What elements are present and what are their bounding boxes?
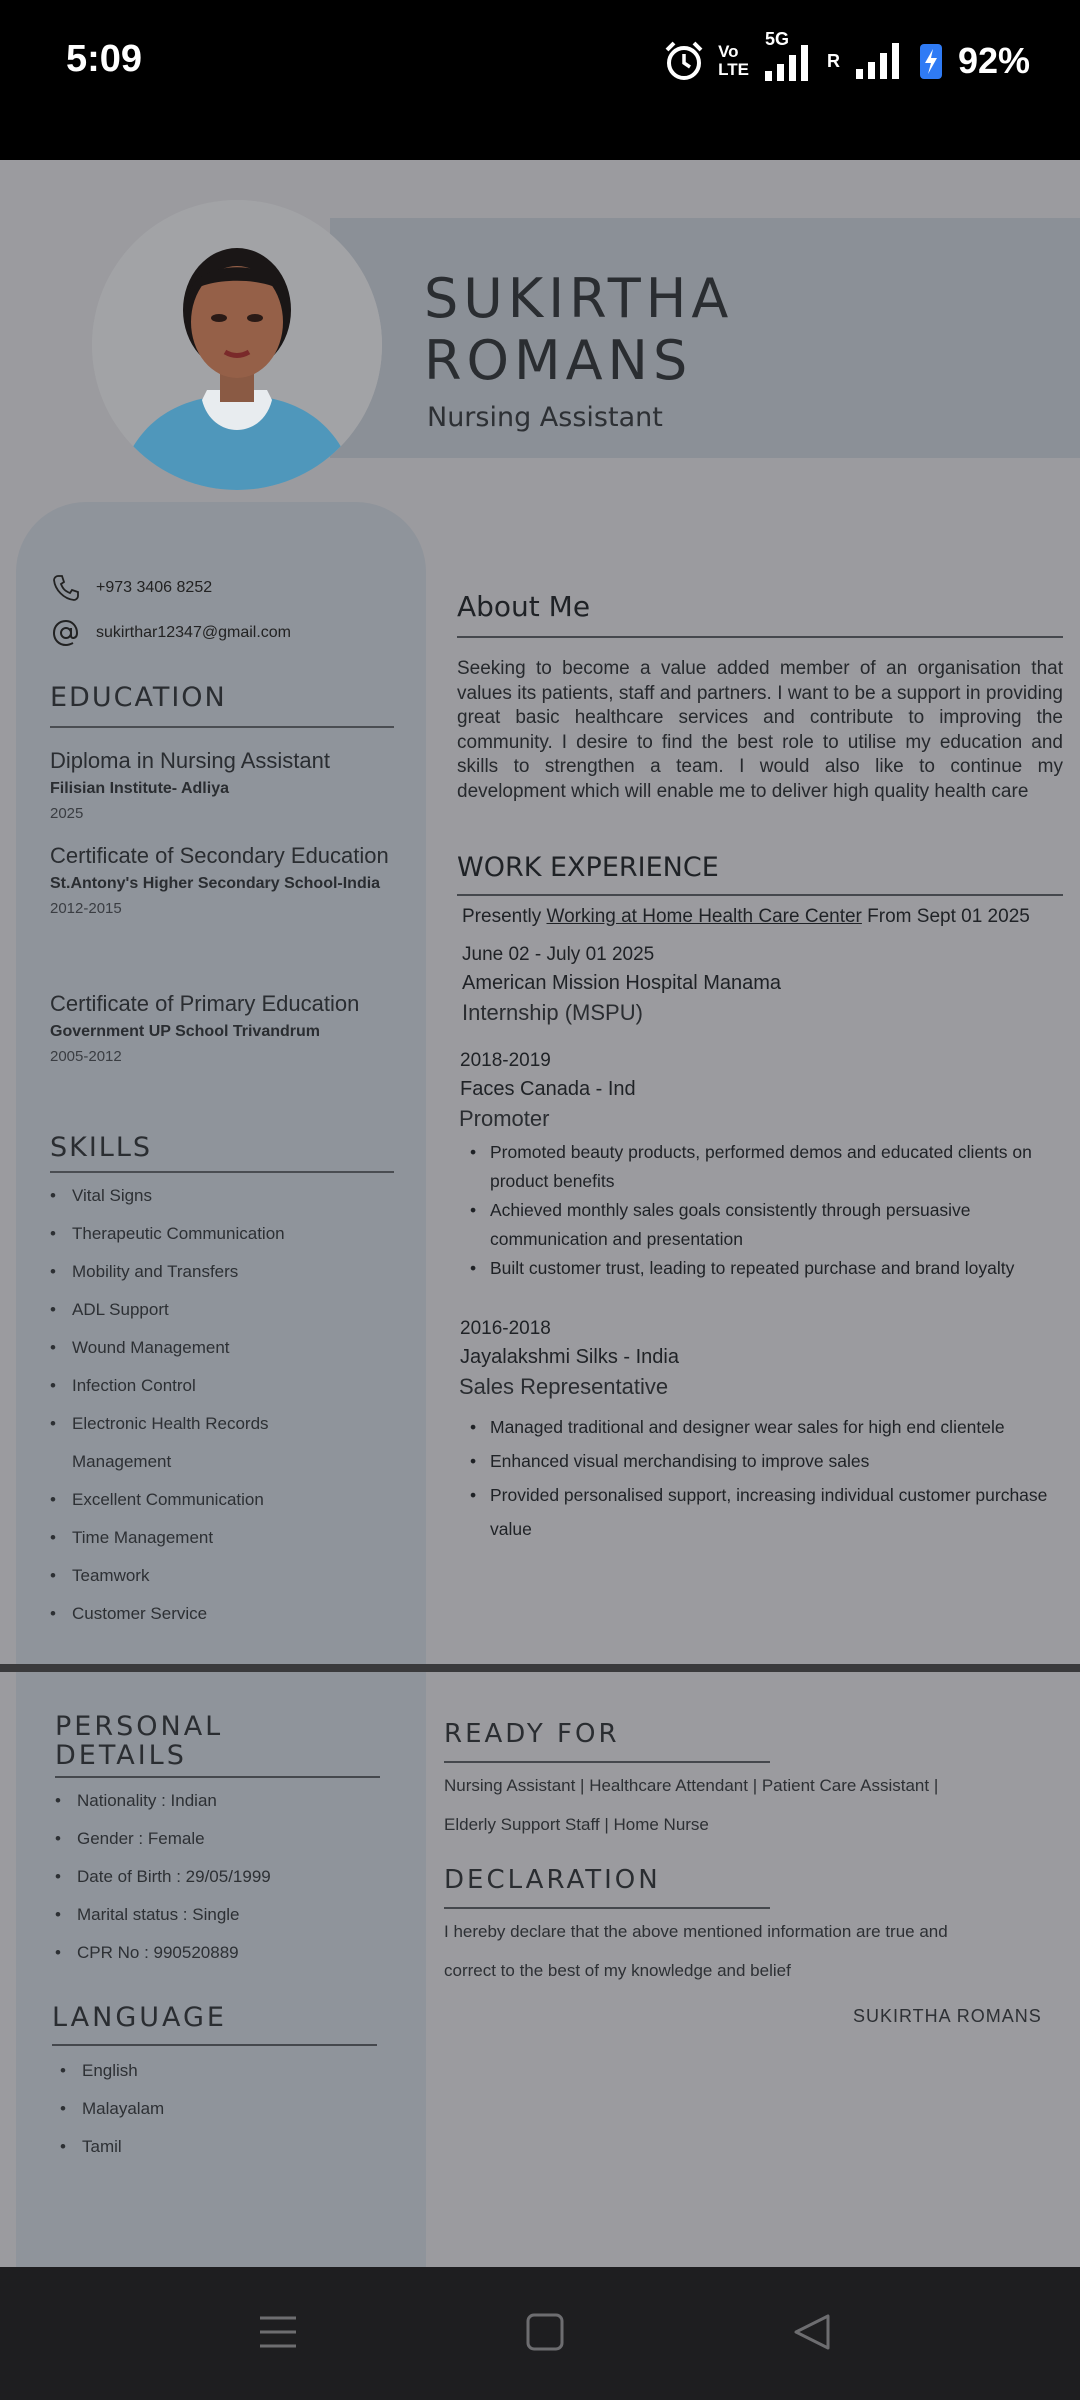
present-job	[462, 906, 1030, 928]
education-school: Filisian Institute- Adliya	[50, 780, 229, 797]
job-bullets	[478, 1138, 1068, 1283]
signature-name: SUKIRTHA ROMANS	[853, 2006, 1042, 2026]
volte-bottom: LTE	[718, 60, 749, 79]
skill-item: • Teamwork	[50, 1557, 370, 1595]
education-item	[50, 989, 390, 1069]
job-dates: June 02 - July 01 2025	[462, 944, 655, 965]
declaration-heading: DECLARATION	[444, 1865, 661, 1895]
education-title: Diploma in Nursing Assistant	[50, 748, 331, 773]
about-heading: About Me	[457, 590, 591, 623]
education-years: 2012-2015	[50, 900, 122, 917]
home-button[interactable]	[505, 2297, 585, 2367]
personal-heading-line1: PERSONAL	[55, 1711, 224, 1742]
job-org: American Mission Hospital Manama	[462, 972, 782, 994]
skill-item: • Excellent Communication	[50, 1481, 370, 1519]
phone-icon	[50, 572, 82, 604]
volte-top: Vo	[718, 42, 739, 61]
personal-detail-item: • CPR No : 990520889	[55, 1934, 271, 1972]
ready-line: Elderly Support Staff | Home Nurse	[444, 1815, 709, 1834]
present-suffix: From Sept 01 2025	[867, 906, 1030, 927]
at-sign-icon	[50, 617, 82, 649]
skills-heading: SKILLS	[50, 1132, 153, 1163]
skill-item: • ADL Support	[50, 1291, 370, 1329]
job-bullet: • Provided personalised support, increasing individual customer purchase value	[478, 1478, 1068, 1546]
education-title: Certificate of Secondary Education	[50, 843, 389, 868]
ready-heading: READY FOR	[444, 1719, 620, 1749]
personal-heading-line2: DETAILS	[55, 1740, 187, 1771]
alarm-icon	[664, 40, 704, 82]
ready-roles	[444, 1766, 938, 1844]
personal-details-list	[55, 1782, 271, 1972]
present-employer-link[interactable]: Working at Home Health Care Center	[546, 906, 862, 927]
signal-bars-icon	[854, 41, 904, 81]
skill-item: • Time Management	[50, 1519, 370, 1557]
battery-charging-icon	[918, 41, 944, 81]
ready-rule	[444, 1761, 770, 1763]
job-bullets	[478, 1410, 1068, 1546]
job-bullet: • Enhanced visual merchandising to improve sales	[478, 1444, 1068, 1478]
declaration-line: I hereby declare that the above mentioned information are true and	[444, 1922, 948, 1941]
skills-rule	[50, 1171, 394, 1173]
resume-name	[424, 268, 733, 392]
language-item: • Tamil	[60, 2128, 164, 2166]
job-bullet: • Promoted beauty products, performed demos and educated clients on product benefits	[478, 1138, 1068, 1196]
job-dates: 2018-2019	[460, 1050, 551, 1071]
menu-button[interactable]	[238, 2297, 318, 2367]
resume-page-2[interactable]	[0, 1672, 1080, 2267]
education-school: St.Antony's Higher Secondary School-India	[50, 875, 381, 892]
languages-list	[60, 2052, 164, 2166]
personal-rule	[55, 1776, 380, 1778]
declaration-line: correct to the best of my knowledge and belief	[444, 1961, 791, 1980]
education-years: 2005-2012	[50, 1048, 122, 1065]
home-square-icon	[525, 2312, 565, 2352]
back-button[interactable]	[772, 2297, 852, 2367]
about-text: Seeking to become a value added member of an organisation that values its patients, staff and partners. I want to be a support in providing great basic healthcare services and contribute to improving the community. I desire to find the best role to utilise my education and skills to strengthen a team. I would also like to continue my development which will enable me to deliver high quality health care	[457, 658, 1063, 802]
phone-number: +973 3406 8252	[96, 579, 213, 596]
language-item: • English	[60, 2052, 164, 2090]
roaming-label: R	[826, 50, 840, 71]
education-heading: EDUCATION	[50, 682, 227, 713]
email-contact	[50, 617, 291, 649]
education-school: Government UP School Trivandrum	[50, 1023, 320, 1040]
job-title: Promoter	[459, 1106, 550, 1131]
present-prefix: Presently	[462, 906, 542, 927]
job-title: Internship (MSPU)	[462, 1000, 643, 1025]
volte-indicator	[718, 43, 749, 79]
skill-item: • Vital Signs	[50, 1177, 370, 1215]
job-org: Jayalakshmi Silks - India	[460, 1346, 679, 1368]
language-heading: LANGUAGE	[52, 2002, 227, 2033]
menu-icon	[258, 2312, 298, 2352]
personal-detail-item: • Nationality : Indian	[55, 1782, 271, 1820]
phone-contact	[50, 572, 212, 604]
page-divider	[0, 1664, 1080, 1672]
job-title: Sales Representative	[459, 1374, 669, 1399]
job-bullet: • Managed traditional and designer wear sales for high end clientele	[478, 1410, 1068, 1444]
email-address: sukirthar12347@gmail.com	[96, 624, 291, 641]
language-rule	[52, 2044, 377, 2046]
skill-item: • Customer Service	[50, 1595, 370, 1633]
education-title: Certificate of Primary Education	[50, 991, 360, 1016]
skill-item: • Therapeutic Communication	[50, 1215, 370, 1253]
personal-detail-item: • Date of Birth : 29/05/1999	[55, 1858, 271, 1896]
status-bar	[0, 0, 1080, 160]
education-years: 2025	[50, 805, 84, 822]
ready-line: Nursing Assistant | Healthcare Attendant | Patient Care Assistant |	[444, 1776, 939, 1795]
skill-item: • Wound Management	[50, 1329, 370, 1367]
job-org: Faces Canada - Ind	[460, 1078, 636, 1100]
education-item	[50, 746, 390, 826]
language-item: • Malayalam	[60, 2090, 164, 2128]
personal-detail-item: • Marital status : Single	[55, 1896, 271, 1934]
personal-heading	[55, 1712, 223, 1770]
status-time: 5:09	[66, 38, 143, 80]
personal-detail-item: • Gender : Female	[55, 1820, 271, 1858]
back-triangle-icon	[792, 2312, 832, 2352]
navigation-bar	[0, 2267, 1080, 2400]
declaration-rule	[444, 1907, 770, 1909]
first-name: SUKIRTHA	[424, 267, 734, 330]
job-dates: 2016-2018	[460, 1318, 551, 1339]
last-name: ROMANS	[424, 329, 693, 392]
job-bullet: • Built customer trust, leading to repeated purchase and brand loyalty	[478, 1254, 1068, 1283]
skills-list	[50, 1177, 370, 1633]
declaration-text	[444, 1912, 948, 1990]
battery-percent: 92%	[957, 40, 1030, 81]
education-item	[50, 841, 390, 921]
skill-item: • Infection Control	[50, 1367, 370, 1405]
resume-page-1[interactable]	[0, 160, 1080, 1664]
job-bullet: • Achieved monthly sales goals consistently through persuasive communication and presentation	[478, 1196, 1068, 1254]
about-rule	[457, 636, 1063, 638]
skill-item: • Mobility and Transfers	[50, 1253, 370, 1291]
profile-photo	[92, 200, 382, 490]
work-heading: WORK EXPERIENCE	[457, 852, 719, 883]
skill-item: • Electronic Health Records Management	[50, 1405, 370, 1481]
work-rule	[457, 894, 1063, 896]
job-role: Nursing Assistant	[427, 402, 663, 433]
signal-5g	[763, 28, 813, 88]
net-5g-label: 5G	[764, 28, 789, 49]
education-rule	[50, 726, 394, 728]
status-icons	[664, 28, 1030, 86]
